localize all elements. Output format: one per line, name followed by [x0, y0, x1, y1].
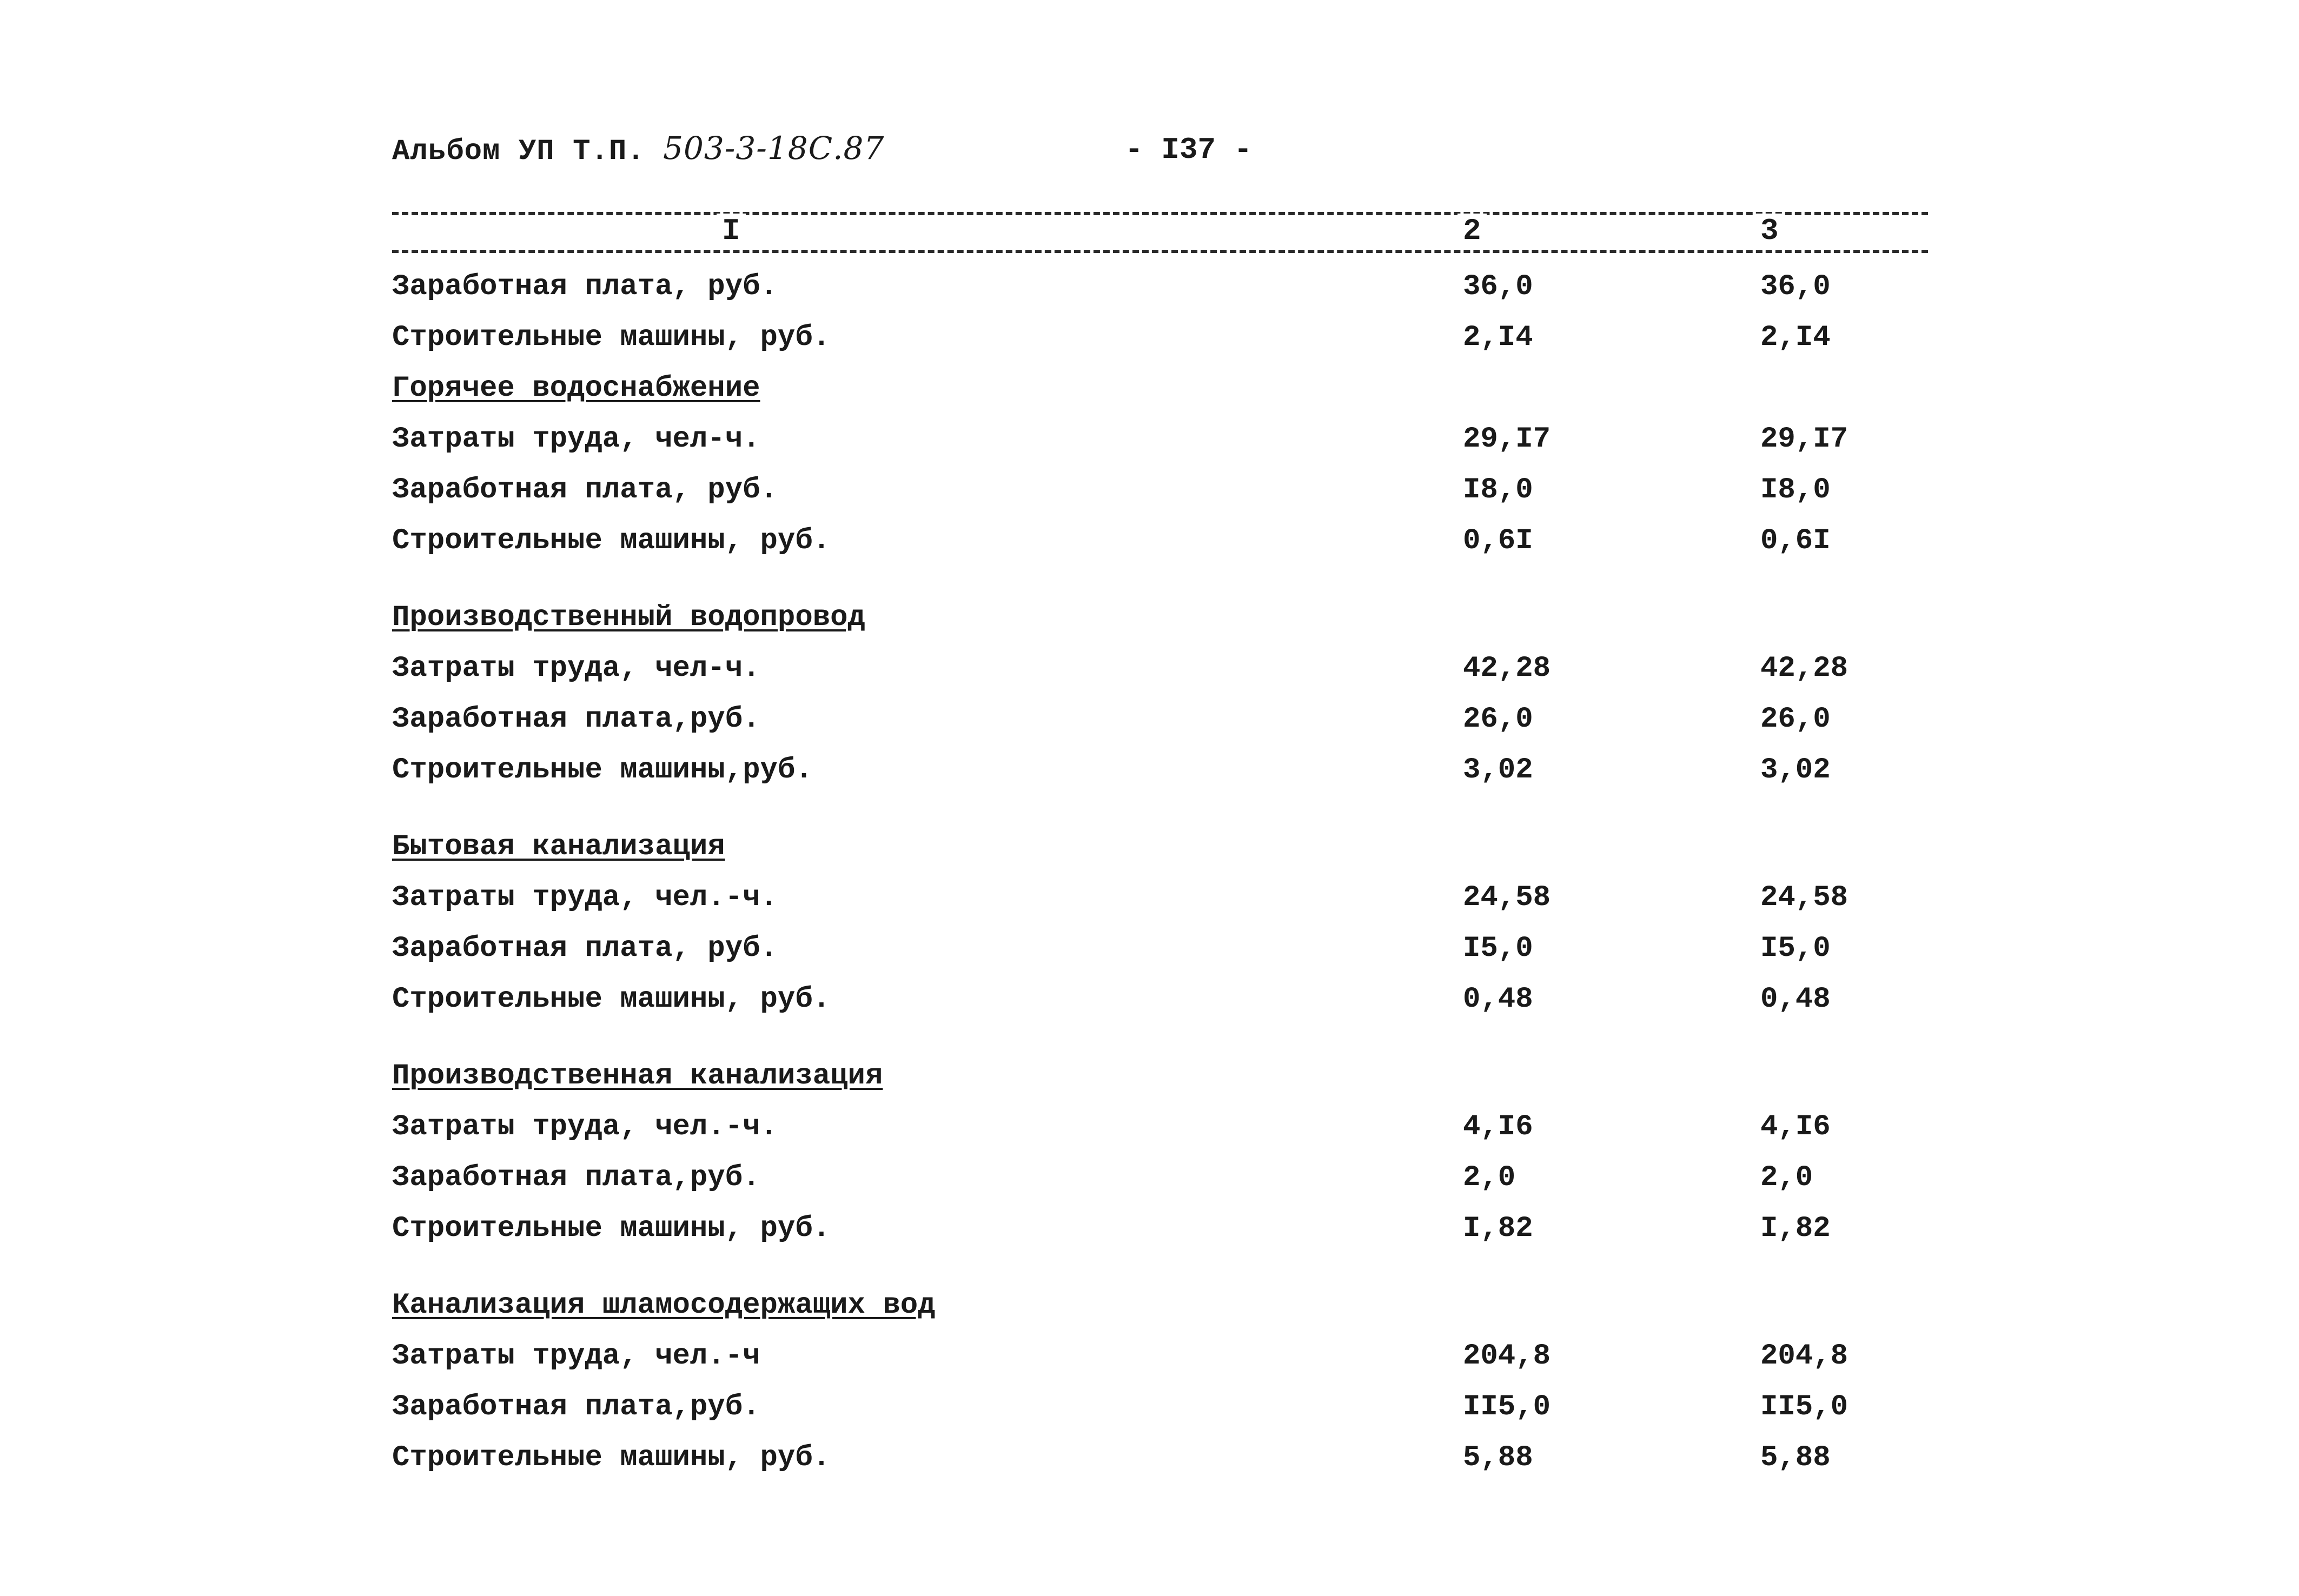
section-title: Горячее водоснабжение: [392, 372, 760, 405]
row-label: Строительные машины, руб.: [392, 983, 831, 1016]
section-title: Производственная канализация: [392, 1060, 883, 1093]
table-row: [392, 927, 1928, 977]
row-value-col2: 2,I4: [1463, 321, 1533, 354]
row-label: Заработная плата, руб.: [392, 270, 778, 303]
table-row: [392, 1436, 1928, 1487]
row-value-col3: 26,0: [1760, 703, 1831, 736]
row-label: Заработная плата,руб.: [392, 1391, 760, 1424]
row-value-col2: 0,48: [1463, 983, 1533, 1016]
table-top-divider: [392, 212, 1928, 215]
table-row: [392, 468, 1928, 519]
table-header-divider: [392, 250, 1928, 253]
tp-prefix: Т.П.: [573, 135, 645, 168]
table-row: [392, 1156, 1928, 1207]
row-value-col2: I,82: [1463, 1212, 1533, 1245]
section-heading: [392, 1054, 1928, 1105]
row-value-col3: I,82: [1760, 1212, 1831, 1245]
row-value-col3: 4,I6: [1760, 1110, 1831, 1143]
table-row: [392, 876, 1928, 927]
row-value-col3: 29,I7: [1760, 423, 1849, 456]
row-label: Затраты труда, чел.-ч.: [392, 1110, 778, 1143]
column-header-3: 3: [1755, 214, 1784, 248]
row-label: Строительные машины,руб.: [392, 754, 813, 787]
row-value-col3: 24,58: [1760, 881, 1849, 914]
table-row: [392, 417, 1928, 468]
section-title: Бытовая канализация: [392, 830, 725, 863]
table-row: [392, 265, 1928, 316]
row-value-col3: 36,0: [1760, 270, 1831, 303]
row-label: Строительные машины, руб.: [392, 524, 831, 557]
row-label: Строительные машины, руб.: [392, 321, 831, 354]
row-value-col2: II5,0: [1463, 1391, 1551, 1424]
section-heading: [392, 596, 1928, 647]
row-value-col3: I8,0: [1760, 474, 1831, 507]
row-value-col2: 204,8: [1463, 1340, 1551, 1373]
row-label: Затраты труда, чел.-ч.: [392, 881, 778, 914]
table-row: [392, 1207, 1928, 1258]
row-value-col2: 36,0: [1463, 270, 1533, 303]
row-label: Затраты труда, чел-ч.: [392, 423, 760, 456]
row-value-col3: I5,0: [1760, 932, 1831, 965]
row-value-col2: 42,28: [1463, 652, 1551, 685]
row-value-col3: 3,02: [1760, 754, 1831, 787]
row-value-col2: 0,6I: [1463, 524, 1533, 557]
table-row: [392, 519, 1928, 570]
row-value-col2: 2,0: [1463, 1161, 1516, 1194]
row-value-col2: I8,0: [1463, 474, 1533, 507]
column-header-1: I: [717, 214, 746, 248]
table-row: [392, 647, 1928, 697]
row-value-col3: 0,48: [1760, 983, 1831, 1016]
table-row: [392, 977, 1928, 1028]
row-value-col2: 4,I6: [1463, 1110, 1533, 1143]
row-value-col3: 5,88: [1760, 1441, 1831, 1474]
table-row: [392, 316, 1928, 367]
album-label: Альбом УП: [392, 135, 555, 168]
row-value-col3: 0,6I: [1760, 524, 1831, 557]
column-header-2: 2: [1457, 214, 1487, 248]
row-label: Затраты труда, чел-ч.: [392, 652, 760, 685]
row-value-col3: 204,8: [1760, 1340, 1849, 1373]
table-row: [392, 697, 1928, 748]
table-row: [392, 1334, 1928, 1385]
section-title: Производственный водопровод: [392, 601, 865, 634]
table-row: [392, 1105, 1928, 1156]
row-value-col3: 2,I4: [1760, 321, 1831, 354]
page-number: - I37 -: [1125, 132, 1253, 167]
row-label: Заработная плата,руб.: [392, 703, 760, 736]
section-heading: [392, 1284, 1928, 1334]
row-label: Заработная плата,руб.: [392, 1161, 760, 1194]
row-value-col2: I5,0: [1463, 932, 1533, 965]
row-label: Заработная плата, руб.: [392, 474, 778, 507]
table-row: [392, 1385, 1928, 1436]
document-header: [392, 130, 884, 168]
section-title: Канализация шламосодержащих вод: [392, 1289, 936, 1322]
row-label: Затраты труда, чел.-ч: [392, 1340, 760, 1373]
row-value-col2: 5,88: [1463, 1441, 1533, 1474]
section-heading: [392, 825, 1928, 876]
row-value-col2: 29,I7: [1463, 423, 1551, 456]
table-body: [392, 265, 1928, 1487]
row-label: Заработная плата, руб.: [392, 932, 778, 965]
table-row: [392, 748, 1928, 799]
row-label: Строительные машины, руб.: [392, 1212, 831, 1245]
row-value-col2: 3,02: [1463, 754, 1533, 787]
section-heading: [392, 367, 1928, 417]
tp-number-handwritten: 503-3-18С.87: [663, 130, 885, 167]
row-value-col3: 2,0: [1760, 1161, 1813, 1194]
row-value-col2: 24,58: [1463, 881, 1551, 914]
row-value-col3: II5,0: [1760, 1391, 1849, 1424]
row-label: Строительные машины, руб.: [392, 1441, 831, 1474]
row-value-col2: 26,0: [1463, 703, 1533, 736]
row-value-col3: 42,28: [1760, 652, 1849, 685]
